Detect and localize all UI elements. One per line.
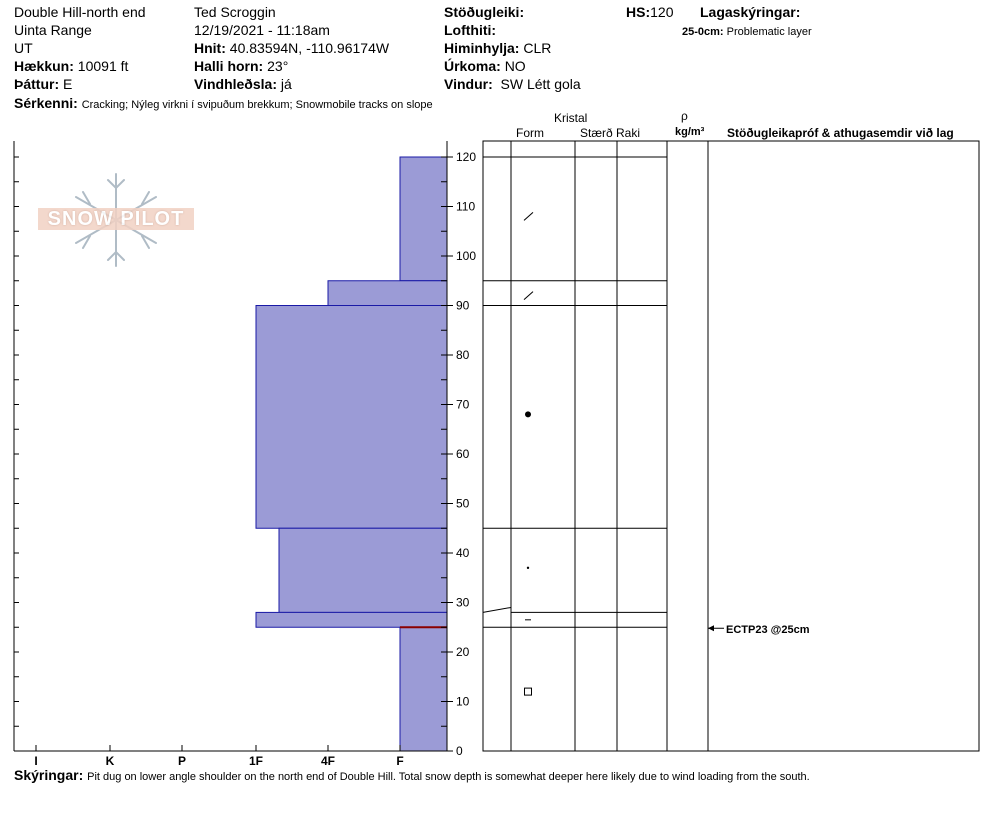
depth-tick-label: 10 [456, 694, 470, 709]
mountain-range: Uinta Range [14, 22, 92, 38]
crystal-panel [483, 141, 979, 751]
hardness-tick-label: 4F [320, 754, 336, 768]
notes-label: Skýringar: [14, 767, 84, 783]
sky-label: Himinhylja: [444, 40, 520, 56]
col-tests: Stöðugleikapróf & athugasemdir við lag [727, 126, 954, 140]
grain-symbol-square [525, 688, 532, 695]
hs-value: 120 [650, 4, 674, 20]
state: UT [14, 40, 33, 56]
grain-symbol-dot [525, 411, 531, 417]
col-rho: ρ [681, 109, 688, 123]
depth-tick-label: 0 [456, 744, 463, 758]
datetime: 12/19/2021 - 11:18am [194, 22, 330, 38]
hardness-tick-label: F [396, 754, 404, 768]
hardness-bar-4 [256, 612, 447, 627]
notes-value: Pit dug on lower angle shoulder on the north end of Double Hill. Total snow depth is somewhat deeper here likely due to wind loading from the south. [87, 771, 810, 783]
hardness-tick-label: P [177, 754, 187, 768]
airtemp-label: Lofthiti: [444, 22, 497, 38]
grain-symbol-small-dot [527, 567, 529, 569]
wind-value: SW Létt gola [500, 76, 581, 92]
features-value: Cracking; Nýleg virkni í svipuðum brekkum; Snowmobile tracks on slope [81, 99, 433, 111]
hardness-bar-0 [400, 157, 447, 281]
layer-note-text: Problematic layer [726, 26, 812, 38]
depth-tick-label: 30 [456, 595, 470, 610]
wind-loading-value: já [280, 76, 292, 92]
depth-tick-label: 60 [456, 447, 470, 461]
layer-note-depth: 25-0cm: [682, 26, 724, 38]
hardness-bar-1 [328, 281, 447, 306]
aspect-label: Þáttur: [14, 76, 60, 92]
depth-tick-label: 80 [456, 348, 470, 362]
slope-label: Halli horn: [194, 58, 264, 74]
elevation-value: 10091 ft [77, 58, 129, 74]
depth-tick-label: 100 [456, 249, 477, 263]
precip-value: NO [504, 58, 526, 74]
depth-tick-label: 120 [456, 150, 477, 164]
layer-notes-label: Lagaskýringar: [700, 4, 801, 20]
grain-symbol-slash [524, 292, 533, 300]
grain-symbol-slash [524, 212, 533, 220]
hs-label: HS: [626, 4, 651, 20]
location-name: Double Hill-north end [14, 4, 146, 20]
col-crystal: Kristal [554, 111, 588, 125]
wind-loading-label: Vindhleðsla: [194, 76, 277, 92]
crystal-panel-frame [483, 141, 979, 751]
boundary-connector [483, 607, 511, 612]
stability-label: Stöðugleiki: [444, 4, 525, 20]
slope-value: 23° [267, 58, 289, 74]
hardness-bar-5 [400, 627, 447, 751]
depth-tick-label: 70 [456, 397, 470, 412]
coordinates-label: Hnit: [194, 40, 226, 56]
depth-tick-label: 20 [456, 645, 470, 659]
wind-label: Vindur: [444, 76, 493, 92]
hardness-tick-label: 1F [248, 754, 264, 768]
col-density-unit: kg/m³ [675, 126, 705, 138]
observer: Ted Scroggin [194, 4, 276, 20]
sky-value: CLR [523, 40, 552, 56]
aspect-value: E [63, 76, 73, 92]
logo-text: SNOW PILOT [38, 208, 194, 230]
col-form: Form [516, 126, 544, 140]
hardness-tick-label: K [105, 754, 115, 768]
hardness-bar-2 [256, 306, 447, 529]
depth-tick-label: 40 [456, 546, 470, 560]
elevation-label: Hækkun: [14, 58, 74, 74]
test-result-label: ECTP23 @25cm [726, 624, 810, 636]
hardness-tick-label: I [34, 754, 38, 768]
features-label: Sérkenni: [14, 95, 78, 111]
col-moisture: Raki [616, 126, 641, 140]
col-size: Stærð [580, 126, 613, 140]
hardness-bar-3 [279, 528, 447, 612]
notes [14, 767, 810, 785]
coordinates-value: 40.83594N, -110.96174W [229, 40, 390, 56]
precip-label: Úrkoma: [444, 58, 501, 74]
depth-tick-label: 90 [456, 298, 470, 313]
hardness-panel [14, 141, 476, 768]
depth-tick-label: 50 [456, 496, 470, 511]
test-arrow-head [708, 625, 714, 631]
depth-tick-label: 110 [456, 199, 476, 214]
